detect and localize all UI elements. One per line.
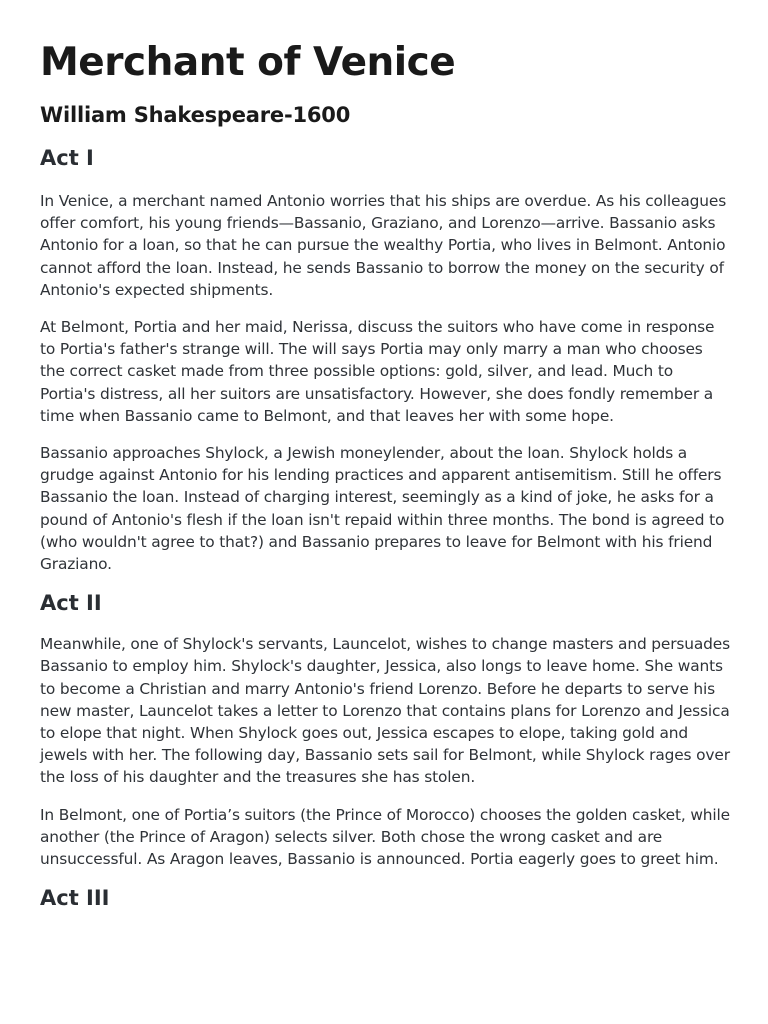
paragraph: In Venice, a merchant named Antonio worries that his ships are overdue. As his colleagues offer comfort, his young friends—Bassanio, Graziano, and Lorenzo—arrive. Bassanio asks Antonio for a loan, so that he can pursue the wealthy Portia, who lives in Belmont. Antonio cannot afford the loan. Instead, he sends Bassanio to borrow the money on the security of Antonio's expected shipments.	[40, 192, 727, 299]
paragraph: In Belmont, one of Portia’s suitors (the Prince of Morocco) chooses the golden casket, while another (the Prince of Aragon) selects silver. Both chose the wrong casket and are unsuccessful. As Aragon leaves, Bassanio is announced. Portia eagerly goes to greet him.	[40, 805, 730, 869]
paragraph: At Belmont, Portia and her maid, Nerissa, discuss the suitors who have come in response to Portia's father's strange will. The will says Portia may only marry a man who chooses the correct casket made from three possible options: gold, silver, and lead. Much to Portia's distress, all her suitors are unsatisfactory. However, she does fondly remember a time when Bassanio came to Belmont, and that leaves her with some hope.	[40, 318, 715, 425]
document-title: Merchant of Venice	[40, 40, 456, 85]
act-heading: Act II	[40, 591, 102, 616]
act-heading: Act III	[40, 886, 110, 911]
document-subtitle: William Shakespeare-1600	[40, 103, 351, 127]
document-page	[40, 0, 730, 912]
paragraph: Meanwhile, one of Shylock's servants, Launcelot, wishes to change masters and persuades Bassanio to employ him. Shylock's daughter, Jessica, also longs to leave home. She wants to become a Christian and marry Antonio's friend Lorenzo. Before he departs to serve his new master, Launcelot takes a letter to Lorenzo that contains plans for Lorenzo and Jessica to elope that night. When Shylock goes out, Jessica escapes to elope, taking gold and jewels with her. The following day, Bassanio sets sail for Belmont, while Shylock rages over the loss of his daughter and the treasures she has stolen.	[40, 635, 730, 787]
paragraph: Bassanio approaches Shylock, a Jewish moneylender, about the loan. Shylock holds a grudge against Antonio for his lending practices and apparent antisemitism. Still he offers Bassanio the loan. Instead of charging interest, seemingly as a kind of joke, he asks for a pound of Antonio's flesh if the loan isn't repaid within three months. The bond is agreed to (who wouldn't agree to that?) and Bassanio prepares to leave for Belmont with his friend Graziano.	[40, 444, 725, 574]
act-heading: Act I	[40, 146, 94, 170]
